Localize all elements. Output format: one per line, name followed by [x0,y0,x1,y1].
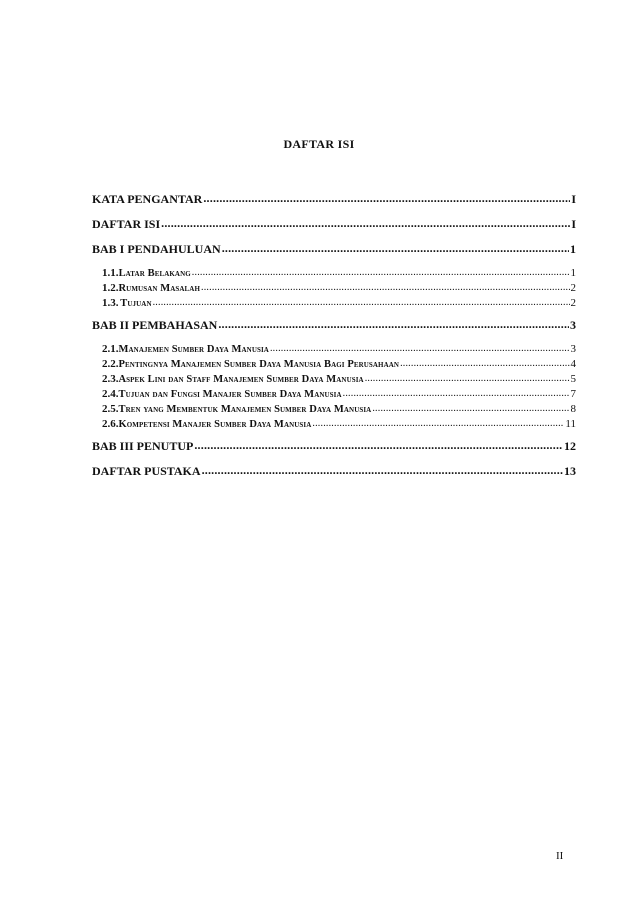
toc-entry-label: DAFTAR ISI [92,217,161,231]
toc-dot-leader [161,213,570,234]
toc-entry-number: 2.6. [102,418,119,430]
page-title: DAFTAR ISI [283,137,355,151]
toc-section-row[interactable] [92,239,576,260]
toc-page-number: I [571,192,576,206]
toc-dot-leader [201,280,569,295]
toc-dot-leader [194,435,563,456]
toc-dot-leader [365,371,570,386]
toc-section-row[interactable] [92,214,576,235]
toc-page-number: 1 [570,267,576,279]
toc-dot-leader [222,238,569,259]
toc-entry-label: KATA PENGANTAR [92,192,203,206]
toc-dot-leader [202,460,563,481]
toc-entry-label: Aspek Lini dan Staff Manajemen Sumber Daya Manusia [118,374,364,385]
toc-subsection-row[interactable] [92,417,576,432]
toc-section-row[interactable] [92,461,576,482]
toc-page-number: 11 [565,418,576,430]
toc-entry-number: 2.5. [102,403,119,415]
footer-page-number: II [556,850,564,862]
toc-section-row[interactable] [92,315,576,336]
toc-section-row[interactable] [92,436,576,457]
toc-entry-number: 2.4. [102,388,119,400]
toc-entry-number: 2.2. [102,358,119,370]
toc-entry-label: Manajemen Sumber Daya Manusia [118,344,269,355]
toc-page-number: 5 [570,373,576,385]
toc-dot-leader [312,416,564,431]
toc-entry-number: 1.3. [102,297,119,309]
toc-page-number: I [571,217,576,231]
toc-entry-label: Tujuan dan Fungsi Manajer Sumber Daya Manusia [118,389,342,400]
toc-page-number: 3 [570,318,576,332]
toc-dot-leader [218,314,569,335]
toc-page-number: 13 [564,464,576,478]
toc-entry-number: 1.1. [102,267,119,279]
toc-page-number: 8 [570,403,576,415]
toc-subsection-row[interactable] [92,387,576,402]
toc-entry-label: Tren yang Membentuk Manajemen Sumber Daya Manusia [118,404,372,415]
toc-page-number: 2 [570,282,576,294]
toc-subsection-row[interactable] [92,281,576,296]
toc-entry-label: Rumusan Masalah [118,283,201,294]
toc-page-number: 4 [570,358,576,370]
toc-subsection-row[interactable] [92,266,576,281]
toc-dot-leader [343,386,570,401]
table-of-contents [92,189,576,482]
toc-dot-leader [270,341,570,356]
toc-entry-label: DAFTAR PUSTAKA [92,464,201,478]
toc-entry-label: BAB I PENDAHULUAN [92,242,221,256]
toc-page-number: 2 [570,297,576,309]
toc-entry-label: Pentingnya Manajemen Sumber Daya Manusia Bagi Perusahaan [118,359,400,370]
toc-entry-number: 2.3. [102,373,119,385]
toc-dot-leader [192,265,570,280]
toc-entry-label: BAB II PEMBAHASAN [92,318,218,332]
toc-page-number: 12 [564,439,576,453]
toc-entry-label: Tujuan [120,298,152,309]
toc-section-row[interactable] [92,189,576,210]
toc-dot-leader [372,401,569,416]
toc-subsection-row[interactable] [92,342,576,357]
toc-entry-label: BAB III PENUTUP [92,439,194,453]
toc-entry-number: 1.2. [102,282,119,294]
toc-dot-leader [153,295,570,310]
toc-page-number: 7 [570,388,576,400]
toc-dot-leader [203,188,570,209]
toc-dot-leader [400,356,569,371]
toc-entry-label: Kompetensi Manajer Sumber Daya Manusia [118,419,312,430]
toc-subsection-row[interactable] [92,296,576,311]
toc-subsection-row[interactable] [92,357,576,372]
toc-page-number: 1 [570,242,576,256]
toc-page-number: 3 [570,343,576,355]
toc-subsection-row[interactable] [92,402,576,417]
toc-entry-label: Latar Belakang [118,268,191,279]
toc-entry-number: 2.1. [102,343,119,355]
toc-subsection-row[interactable] [92,372,576,387]
